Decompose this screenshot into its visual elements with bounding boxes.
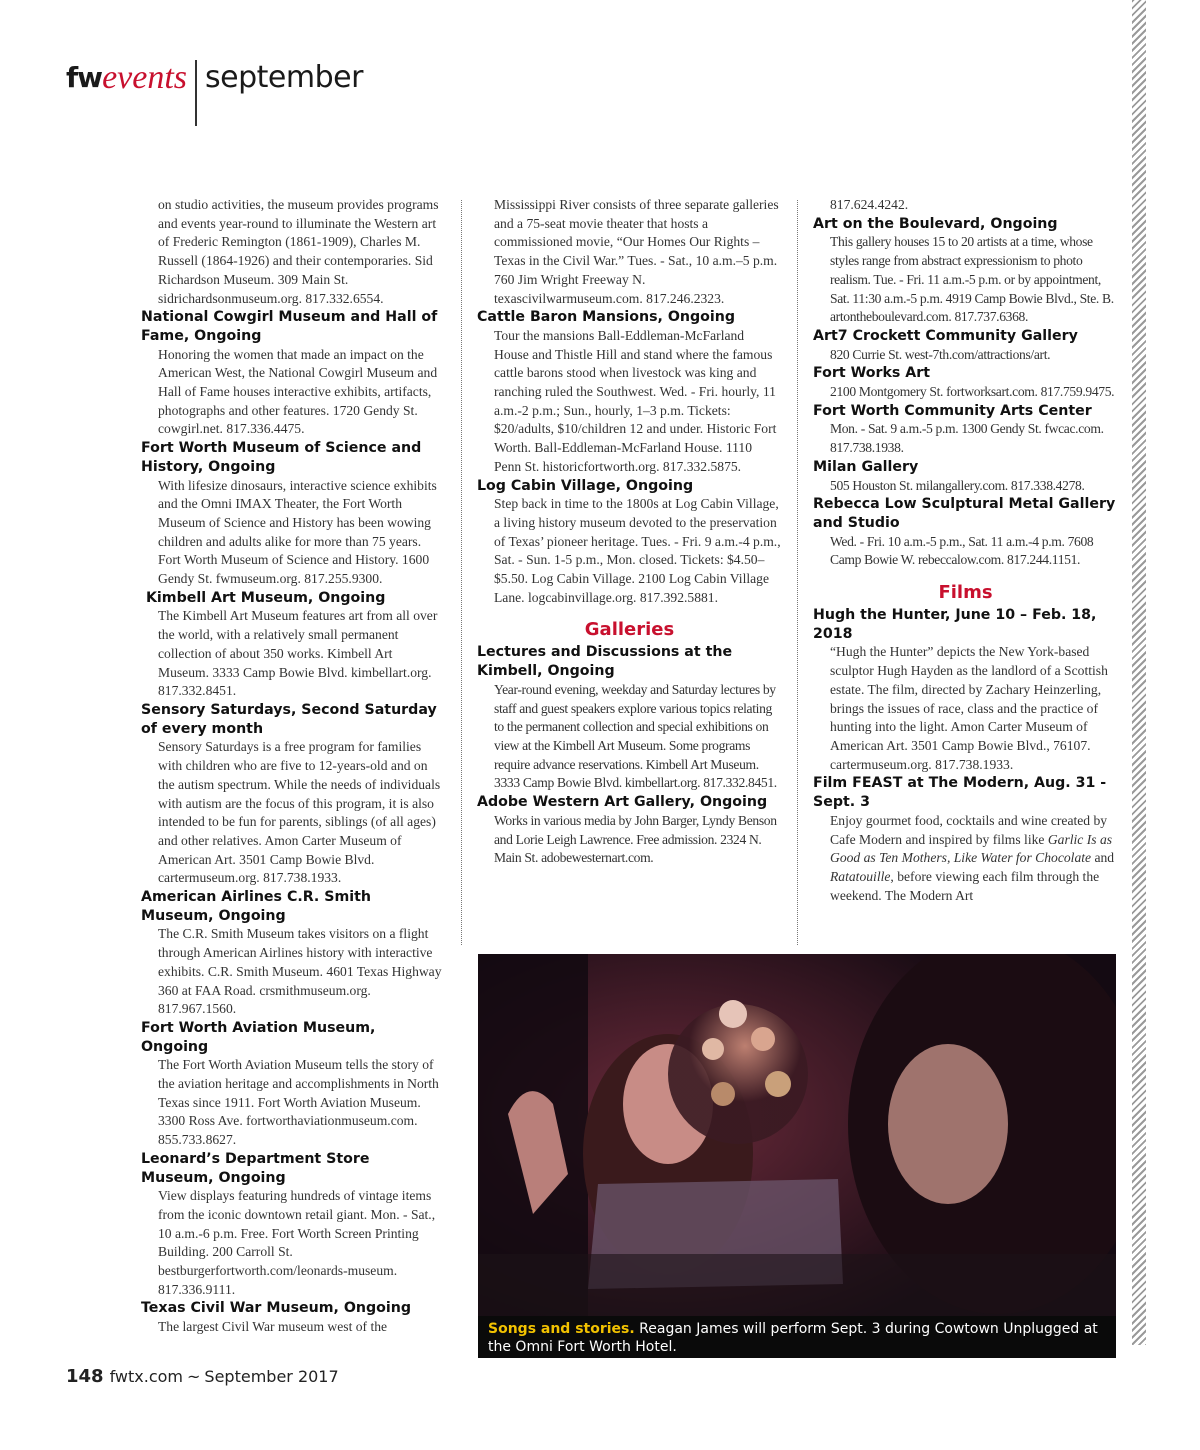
entry-body: With lifesize dinosaurs, interactive science exhibits and the Omni IMAX Theater, the Fort Worth Museum of Science and History has been wowing children and adults alike for more than 75 years. Fort Worth Museum of Science and History. 1600 Gendy St. fwmuseum.org. 817.255.9300.: [158, 477, 437, 587]
photo-illustration: [478, 954, 1116, 1358]
entry-body: 2100 Montgomery St. fortworksart.com. 817.759.9475.: [830, 384, 1115, 400]
footer-separator: ~: [187, 1367, 201, 1386]
entry-title: Sensory Saturdays, Second Saturday of every month: [141, 701, 437, 737]
edge-hatch-decoration: [1132, 0, 1146, 1345]
section-heading-films: Films: [938, 582, 993, 604]
body-text: Enjoy gourmet food, cocktails and wine created by Cafe Modern and inspired by films like: [830, 812, 1108, 847]
entry-body: The C.R. Smith Museum takes visitors on a flight through American Airlines history with interactive exhibits. C.R. Smith Museum. 4601 Texas Highway 360 at FAA Road. crsmithmuseum.org. 817.967.1560.: [158, 926, 442, 1017]
entry-title: Log Cabin Village, Ongoing: [477, 477, 694, 494]
entry-body: “Hugh the Hunter” depicts the New York-based sculptor Hugh Hayden as the landlord of a Scottish estate. The film, directed by Zachary Heinzerling, brings the issues of race, class and the practice of hunting into the light. Amon Carter Museum of American Art. 3501 Camp Bowie Blvd., 76107. cartermuseum.org. 817.738.1933.: [830, 644, 1108, 772]
entry-title: Fort Worth Community Arts Center: [813, 402, 1092, 419]
photo-caption: [478, 1316, 1116, 1358]
section-header: [66, 58, 363, 128]
column-divider: [797, 200, 798, 945]
entry-title: Film FEAST at The Modern, Aug. 31 - Sept. 3: [813, 775, 1107, 811]
entry-body: 505 Houston St. milangallery.com. 817.338.4278.: [830, 477, 1085, 493]
entry-body: View displays featuring hundreds of vintage items from the iconic downtown retail giant. Mon. - Sat., 10 a.m.-6 p.m. Free. Fort Worth Screen Printing Building. 200 Carroll St. bestburgerfortworth.com/leonards-museum. 817.336.9111.: [158, 1188, 436, 1297]
entry-title: Cattle Baron Mansions, Ongoing: [477, 309, 736, 326]
entry-body: Year-round evening, weekday and Saturday lectures by staff and guest speakers explore various topics relating to the permanent collection and special exhibitions on view at the Kimbell Art Museum. Some programs require advance reservations. Kimbell Art Museum. 3333 Camp Bowie Blvd. kimbellart.org. 817.332.8451.: [494, 681, 777, 791]
header-divider: [195, 60, 197, 126]
entry-title: Milan Gallery: [813, 458, 919, 475]
entry-body: Mon. - Sat. 9 a.m.-5 p.m. 1300 Gendy St. fwcac.com. 817.738.1938.: [830, 421, 1104, 456]
footer-issue: September 2017: [204, 1367, 339, 1386]
entry-title: Hugh the Hunter, June 10 – Feb. 18, 2018: [813, 607, 1097, 642]
footer-site: fwtx.com: [109, 1367, 184, 1386]
column-divider: [461, 200, 462, 945]
body-text: , before viewing each film through the weekend. The Modern Art: [830, 868, 1100, 903]
entry-body: Tour the mansions Ball-Eddleman-McFarland House and Thistle Hill and stand where the famous cattle barons stood when livestock was king and ranching ruled the Southwest. Wed. - Fri. hourly, 11 a.m.-2 p.m.; Sun., hourly, 1–3 p.m. Tickets: $20/adults, $10/children 12 and under. Historic Fort Worth. Ball-Eddleman-McFarland House. 1110 Penn St. historicfortworth.org. 817.332.5875.: [494, 327, 777, 474]
column-2: [477, 196, 782, 868]
film-titles: Garlic Is as Good as Ten Mothers, Like Water for Chocolate: [830, 831, 1113, 866]
section-heading-galleries: Galleries: [584, 619, 675, 641]
header-month: september: [205, 60, 363, 95]
header-events-logo: events: [102, 59, 188, 96]
column-3: [813, 196, 1118, 905]
page-number: 148: [66, 1366, 104, 1387]
entry-title: National Cowgirl Museum and Hall of Fame, Ongoing: [141, 309, 438, 344]
caption-text: Reagan James will perform Sept. 3 during Cowtown Unplugged at the Omni Fort Worth Hotel.: [488, 1321, 1098, 1355]
entry-body: Works in various media by John Barger, Lyndy Benson and Lorie Leigh Lawrence. Free admission. 2324 N. Main St. adobewesternart.com.: [494, 812, 777, 866]
page-footer: [66, 1366, 339, 1387]
entry-title: Fort Worth Aviation Museum, Ongoing: [141, 1019, 376, 1055]
entry-body: The Fort Worth Aviation Museum tells the story of the aviation heritage and accomplishments in North Texas since 1911. Fort Worth Aviation Museum. 3300 Ross Ave. fortworthaviationmuseum.com. 855.733.8627.: [158, 1057, 439, 1148]
entry-body: Sensory Saturdays is a free program for families with children who are five to 12-years-old and on the autism spectrum. While the needs of individuals with autism are the focus of this program, it is also intended to be fun for parents, siblings (of all ages) and other relatives. Amon Carter Museum of American Art. 3501 Camp Bowie Blvd. cartermuseum.org. 817.738.1933.: [158, 739, 441, 886]
film-title: Ratatouille: [830, 868, 891, 884]
entry-title: Adobe Western Art Gallery, Ongoing: [477, 794, 768, 811]
entry-title: Art7 Crockett Community Gallery: [813, 327, 1078, 344]
entry-body: Honoring the women that made an impact on the American West, the National Cowgirl Museum and Hall of Fame houses interactive exhibits, artifacts, photographs and other features. 1720 Gendy St. cowgirl.net. 817.336.4475.: [158, 346, 438, 437]
entry-title: Leonard’s Department Store Museum, Ongoing: [141, 1150, 370, 1186]
caption-lead: Songs and stories.: [488, 1321, 635, 1337]
entry-body: The Kimbell Art Museum features art from all over the world, with a relatively small permanent collection of about 350 works. Kimbell Art Museum. 3333 Camp Bowie Blvd. kimbellart.org. 817.332.8451.: [158, 608, 438, 699]
column-1: [141, 196, 446, 1337]
concert-photo: [478, 954, 1116, 1358]
entry-title: Texas Civil War Museum, Ongoing: [141, 1300, 412, 1317]
header-fw-logo: fw: [66, 61, 103, 94]
entry-body: on studio activities, the museum provides programs and events year-round to illuminate the Western art of Frederic Remington (1861-1909), Charles M. Russell (1864-1926) and their contemporaries. Sid Richardson Museum. 309 Main St. sidrichardsonmuseum.org. 817.332.6554.: [158, 197, 439, 306]
entry-body: Mississippi River consists of three separate galleries and a 75-seat movie theater that hosts a commissioned movie, “Our Homes Our Rights – Texas in the Civil War.” Tues. - Sat., 10 a.m.–5 p.m. 760 Jim Wright Freeway N. texascivilwarmuseum.com. 817.246.2323.: [494, 197, 779, 306]
body-text: and: [1091, 850, 1115, 866]
entry-title: Art on the Boulevard, Ongoing: [813, 215, 1058, 232]
entry-title: Lectures and Discussions at the Kimbell, Ongoing: [477, 644, 733, 680]
entry-body: This gallery houses 15 to 20 artists at a time, whose styles range from abstract expressionism to photo realism. Tue. - Fri. 11 a.m.-5 p.m. or by appointment, Sat. 11:30 a.m.-5 p.m. 4919 Camp Bowie Blvd., Ste. B. artontheboulevard.com. 817.737.6368.: [830, 234, 1114, 325]
entry-body: 820 Currie St. west-7th.com/attractions/art.: [830, 346, 1051, 362]
entry-body: 817.624.4242.: [830, 197, 909, 212]
entry-title: Fort Worth Museum of Science and History, Ongoing: [141, 440, 422, 475]
entry-body: [813, 812, 1118, 906]
entry-title: Fort Works Art: [813, 365, 931, 382]
entry-body: Step back in time to the 1800s at Log Cabin Village, a living history museum devoted to the preservation of Texas’ pioneer heritage. Tues. - Fri. 9 a.m.-4 p.m., Sat. - Sun. 1-5 p.m., Mon. closed. Tickets: $4.50–$5.50. Log Cabin Village. 2100 Log Cabin Village Lane. logcabinvillage.org. 817.392.5881.: [494, 496, 781, 605]
entry-title: American Airlines C.R. Smith Museum, Ongoing: [141, 889, 372, 924]
entry-body: Wed. - Fri. 10 a.m.-5 p.m., Sat. 11 a.m.-4 p.m. 7608 Camp Bowie W. rebeccalow.com. 817.244.1151.: [830, 533, 1094, 568]
entry-body: The largest Civil War museum west of the: [158, 1319, 388, 1335]
entry-title: Rebecca Low Sculptural Metal Gallery and Studio: [813, 496, 1116, 531]
entry-title: Kimbell Art Museum, Ongoing: [141, 589, 386, 606]
